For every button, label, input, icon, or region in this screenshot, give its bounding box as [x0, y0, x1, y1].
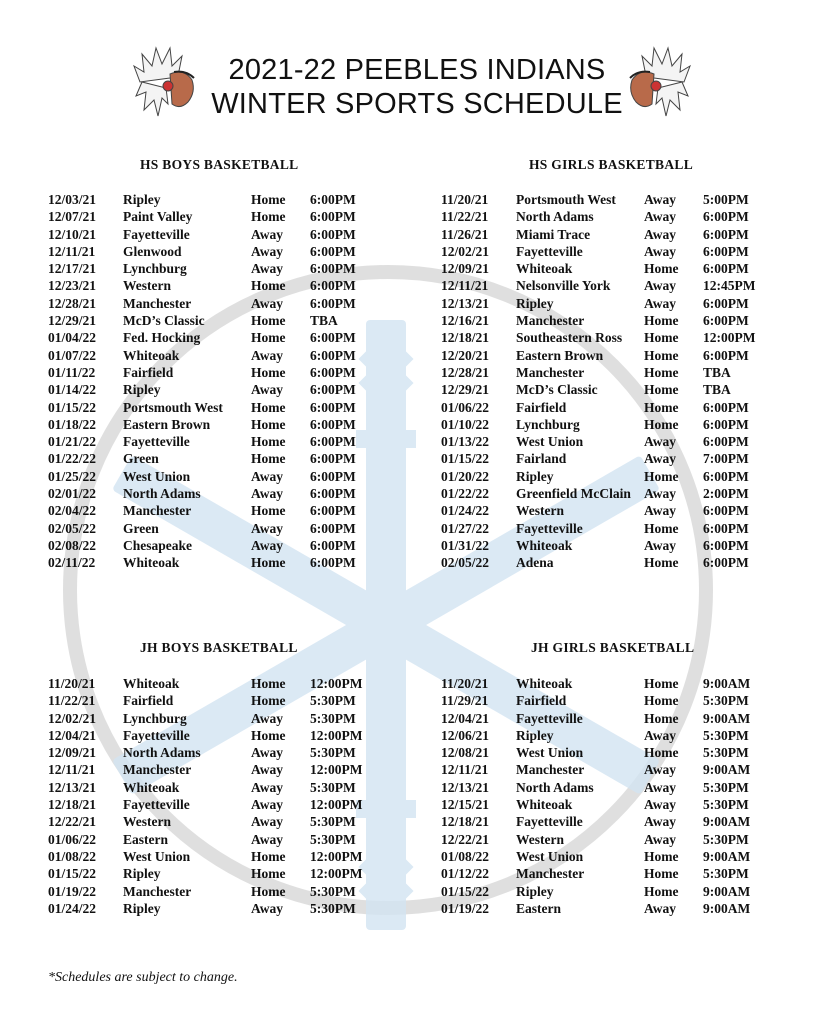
game-time: 5:30PM	[703, 779, 749, 795]
game-date: 01/06/22	[48, 831, 97, 847]
game-date: 12/15/21	[441, 797, 490, 813]
game-location: Home	[644, 261, 679, 277]
game-date: 12/02/21	[48, 710, 97, 726]
game-time: 6:00PM	[703, 520, 749, 536]
game-time: 6:00PM	[310, 434, 356, 450]
game-opponent: Manchester	[123, 503, 192, 519]
game-opponent: Fayetteville	[516, 710, 583, 726]
game-opponent: West Union	[516, 434, 584, 450]
game-date: 01/22/22	[48, 451, 97, 467]
game-date: 12/22/21	[48, 814, 97, 830]
game-location: Away	[644, 192, 676, 207]
game-time: 5:30PM	[703, 866, 749, 882]
game-time: 5:30PM	[310, 814, 356, 830]
game-date: 12/02/21	[441, 243, 490, 259]
game-time: 6:00PM	[310, 330, 356, 346]
game-opponent: Ripley	[516, 468, 554, 484]
game-time: 6:00PM	[310, 486, 356, 502]
game-location: Away	[644, 831, 676, 847]
game-opponent: Fairland	[516, 451, 567, 467]
game-opponent: Whiteoak	[123, 555, 180, 571]
game-opponent: Fayetteville	[516, 243, 583, 259]
game-time: 6:00PM	[703, 295, 749, 311]
game-location: Home	[251, 503, 286, 519]
game-time: 6:00PM	[310, 382, 356, 398]
game-time: 6:00PM	[310, 451, 356, 467]
game-opponent: Paint Valley	[123, 209, 193, 225]
page-title-line1: 2021-22 PEEBLES INDIANS	[228, 54, 606, 86]
game-location: Away	[644, 243, 676, 259]
game-opponent: Fairfield	[516, 399, 567, 415]
game-time: 9:00AM	[703, 900, 751, 916]
game-date: 11/20/21	[441, 676, 489, 691]
game-date: 01/08/22	[441, 848, 490, 864]
game-location: Away	[644, 900, 676, 916]
game-opponent: Whiteoak	[516, 261, 573, 277]
game-opponent: Western	[516, 503, 564, 519]
game-location: Home	[644, 555, 679, 571]
game-opponent: Manchester	[516, 762, 585, 778]
game-opponent: North Adams	[516, 779, 594, 795]
game-date: 02/08/22	[48, 537, 97, 553]
game-location: Away	[644, 727, 676, 743]
game-location: Home	[644, 710, 679, 726]
game-date: 12/07/21	[48, 209, 97, 225]
game-opponent: Ripley	[516, 883, 554, 899]
game-time: 9:00AM	[703, 710, 751, 726]
game-location: Away	[251, 762, 283, 778]
game-date: 12/16/21	[441, 313, 490, 329]
game-time: 5:30PM	[310, 745, 356, 761]
game-opponent: Fayetteville	[123, 226, 190, 242]
jh-girls-heading: JH GIRLS BASKETBALL	[531, 640, 695, 655]
game-opponent: Manchester	[516, 313, 585, 329]
game-date: 12/18/21	[441, 814, 490, 830]
game-location: Home	[644, 468, 679, 484]
game-opponent: Portsmouth West	[123, 399, 223, 415]
game-opponent: Fayetteville	[123, 727, 190, 743]
game-opponent: West Union	[516, 745, 584, 761]
game-date: 11/20/21	[441, 192, 489, 207]
game-opponent: Manchester	[123, 762, 192, 778]
game-time: 5:30PM	[310, 710, 356, 726]
game-date: 01/15/22	[441, 451, 490, 467]
game-opponent: McD’s Classic	[123, 313, 205, 329]
game-date: 01/21/22	[48, 434, 97, 450]
game-date: 12/17/21	[48, 261, 97, 277]
game-opponent: Fed. Hocking	[123, 330, 201, 346]
game-location: Away	[644, 797, 676, 813]
game-opponent: Lynchburg	[123, 261, 187, 277]
game-date: 01/08/22	[48, 848, 97, 864]
game-date: 12/13/21	[48, 779, 97, 795]
game-time: 9:00AM	[703, 676, 751, 691]
game-date: 12/29/21	[441, 382, 490, 398]
game-time: 6:00PM	[310, 347, 356, 363]
game-opponent: Ripley	[516, 727, 554, 743]
game-opponent: Western	[123, 278, 171, 294]
game-date: 01/07/22	[48, 347, 97, 363]
game-date: 01/15/22	[48, 866, 97, 882]
game-location: Away	[251, 261, 283, 277]
game-date: 12/23/21	[48, 278, 97, 294]
game-time: 5:30PM	[703, 727, 749, 743]
game-date: 12/11/21	[441, 278, 489, 294]
game-opponent: Whiteoak	[123, 676, 180, 691]
game-location: Home	[644, 883, 679, 899]
game-opponent: Ripley	[123, 866, 161, 882]
game-location: Home	[251, 330, 286, 346]
game-opponent: West Union	[516, 848, 584, 864]
game-date: 01/20/22	[441, 468, 490, 484]
page-title-line2: WINTER SPORTS SCHEDULE	[211, 88, 623, 120]
game-time: 6:00PM	[703, 555, 749, 571]
game-location: Home	[644, 330, 679, 346]
game-time: 6:00PM	[703, 313, 749, 329]
game-date: 12/09/21	[48, 745, 97, 761]
game-time: 5:00PM	[703, 192, 749, 207]
game-location: Away	[644, 537, 676, 553]
game-date: 02/05/22	[441, 555, 490, 571]
game-location: Home	[644, 520, 679, 536]
game-location: Home	[251, 676, 286, 691]
game-date: 11/26/21	[441, 226, 489, 242]
game-location: Away	[251, 486, 283, 502]
game-date: 01/18/22	[48, 416, 97, 432]
game-date: 12/13/21	[441, 779, 490, 795]
game-time: 12:00PM	[310, 866, 363, 882]
game-time: 6:00PM	[703, 537, 749, 553]
footnote: *Schedules are subject to change.	[48, 970, 238, 985]
game-opponent: Whiteoak	[516, 537, 573, 553]
game-time: 6:00PM	[310, 209, 356, 225]
game-time: 6:00PM	[703, 468, 749, 484]
game-date: 01/31/22	[441, 537, 490, 553]
game-opponent: Miami Trace	[516, 226, 591, 242]
game-time: 6:00PM	[310, 261, 356, 277]
game-location: Away	[644, 814, 676, 830]
game-opponent: Fayetteville	[123, 797, 190, 813]
game-opponent: Eastern Brown	[123, 416, 211, 432]
game-time: 12:00PM	[703, 330, 756, 346]
game-opponent: Chesapeake	[123, 537, 193, 553]
game-location: Away	[251, 814, 283, 830]
game-date: 01/27/22	[441, 520, 490, 536]
game-date: 12/28/21	[48, 295, 97, 311]
game-time: 6:00PM	[310, 468, 356, 484]
game-location: Away	[644, 226, 676, 242]
game-opponent: Whiteoak	[516, 676, 573, 691]
game-date: 12/18/21	[48, 797, 97, 813]
game-location: Away	[644, 278, 676, 294]
game-opponent: Ripley	[123, 382, 161, 398]
game-location: Away	[251, 537, 283, 553]
game-opponent: Ripley	[516, 295, 554, 311]
game-location: Away	[644, 486, 676, 502]
game-location: Away	[251, 226, 283, 242]
game-opponent: Adena	[516, 555, 554, 571]
hs-boys-heading: HS BOYS BASKETBALL	[140, 157, 299, 172]
game-time: TBA	[310, 313, 338, 329]
game-opponent: Lynchburg	[123, 710, 187, 726]
game-date: 01/15/22	[48, 399, 97, 415]
game-date: 12/18/21	[441, 330, 490, 346]
game-date: 01/24/22	[441, 503, 490, 519]
game-time: 9:00AM	[703, 814, 751, 830]
game-opponent: Fairfield	[516, 693, 567, 709]
game-date: 01/11/22	[48, 364, 96, 380]
game-location: Home	[644, 676, 679, 691]
game-location: Home	[644, 848, 679, 864]
game-time: 12:00PM	[310, 762, 363, 778]
game-date: 01/15/22	[441, 883, 490, 899]
game-time: 6:00PM	[703, 226, 749, 242]
game-location: Home	[251, 451, 286, 467]
game-opponent: Fairfield	[123, 364, 174, 380]
game-date: 01/19/22	[441, 900, 490, 916]
game-location: Home	[644, 313, 679, 329]
game-time: 12:00PM	[310, 727, 363, 743]
game-date: 01/12/22	[441, 866, 490, 882]
game-location: Away	[644, 779, 676, 795]
game-opponent: Ripley	[123, 900, 161, 916]
game-location: Home	[251, 866, 286, 882]
game-opponent: West Union	[123, 468, 191, 484]
game-time: 6:00PM	[703, 503, 749, 519]
game-time: 7:00PM	[703, 451, 749, 467]
game-date: 01/04/22	[48, 330, 97, 346]
game-date: 12/22/21	[441, 831, 490, 847]
game-opponent: Western	[516, 831, 564, 847]
game-date: 12/11/21	[48, 243, 96, 259]
game-time: 6:00PM	[310, 295, 356, 311]
game-opponent: Eastern Brown	[516, 347, 604, 363]
game-location: Away	[251, 347, 283, 363]
game-time: 6:00PM	[310, 555, 356, 571]
game-opponent: Fayetteville	[123, 434, 190, 450]
game-opponent: Manchester	[123, 883, 192, 899]
game-time: 6:00PM	[310, 520, 356, 536]
game-time: TBA	[703, 364, 731, 380]
game-opponent: Fayetteville	[516, 814, 583, 830]
game-time: 6:00PM	[310, 416, 356, 432]
game-time: 5:30PM	[703, 831, 749, 847]
game-date: 02/04/22	[48, 503, 97, 519]
game-date: 12/28/21	[441, 364, 490, 380]
game-time: 5:30PM	[703, 745, 749, 761]
game-opponent: Manchester	[123, 295, 192, 311]
game-opponent: Southeastern Ross	[516, 330, 623, 346]
game-opponent: Lynchburg	[516, 416, 580, 432]
game-location: Away	[644, 434, 676, 450]
game-opponent: Green	[123, 451, 159, 467]
game-date: 12/04/21	[441, 710, 490, 726]
game-time: 6:00PM	[703, 399, 749, 415]
game-time: TBA	[703, 382, 731, 398]
game-location: Home	[251, 434, 286, 450]
game-date: 12/10/21	[48, 226, 97, 242]
game-location: Away	[644, 209, 676, 225]
game-time: 2:00PM	[703, 486, 749, 502]
game-location: Away	[251, 779, 283, 795]
game-opponent: North Adams	[516, 209, 594, 225]
game-location: Home	[251, 313, 286, 329]
game-location: Home	[251, 555, 286, 571]
game-opponent: North Adams	[123, 745, 201, 761]
game-location: Away	[251, 382, 283, 398]
game-time: 6:00PM	[310, 537, 356, 553]
game-date: 11/29/21	[441, 693, 489, 709]
game-location: Away	[251, 468, 283, 484]
game-time: 6:00PM	[310, 278, 356, 294]
game-location: Away	[251, 745, 283, 761]
game-time: 6:00PM	[703, 243, 749, 259]
game-location: Away	[644, 503, 676, 519]
game-location: Home	[251, 883, 286, 899]
game-location: Home	[644, 347, 679, 363]
game-time: 6:00PM	[310, 192, 356, 207]
game-location: Away	[251, 900, 283, 916]
game-time: 5:30PM	[703, 797, 749, 813]
game-date: 01/06/22	[441, 399, 490, 415]
game-date: 11/22/21	[48, 693, 96, 709]
game-location: Away	[644, 295, 676, 311]
game-date: 01/22/22	[441, 486, 490, 502]
game-time: 5:30PM	[310, 693, 356, 709]
game-date: 11/20/21	[48, 676, 96, 691]
game-time: 6:00PM	[703, 416, 749, 432]
game-time: 9:00AM	[703, 848, 751, 864]
game-location: Home	[644, 399, 679, 415]
game-date: 12/09/21	[441, 261, 490, 277]
game-date: 02/11/22	[48, 555, 96, 571]
game-time: 5:30PM	[310, 883, 356, 899]
game-opponent: Manchester	[516, 364, 585, 380]
game-time: 6:00PM	[703, 434, 749, 450]
game-opponent: Manchester	[516, 866, 585, 882]
game-location: Home	[644, 382, 679, 398]
game-date: 01/14/22	[48, 382, 97, 398]
game-opponent: Nelsonville York	[516, 278, 611, 294]
game-time: 5:30PM	[310, 831, 356, 847]
game-date: 12/04/21	[48, 727, 97, 743]
game-opponent: Eastern	[516, 900, 561, 916]
game-date: 12/08/21	[441, 745, 490, 761]
game-opponent: West Union	[123, 848, 191, 864]
game-opponent: Portsmouth West	[516, 192, 616, 207]
game-opponent: Eastern	[123, 831, 168, 847]
game-opponent: Green	[123, 520, 159, 536]
game-location: Home	[251, 209, 286, 225]
game-location: Away	[644, 451, 676, 467]
game-time: 5:30PM	[310, 779, 356, 795]
game-location: Home	[644, 693, 679, 709]
game-location: Home	[644, 866, 679, 882]
game-opponent: Fairfield	[123, 693, 174, 709]
game-date: 02/05/22	[48, 520, 97, 536]
game-date: 12/20/21	[441, 347, 490, 363]
game-location: Home	[644, 745, 679, 761]
game-location: Away	[251, 797, 283, 813]
game-location: Home	[251, 693, 286, 709]
game-location: Home	[251, 364, 286, 380]
game-opponent: Fayetteville	[516, 520, 583, 536]
game-location: Home	[251, 278, 286, 294]
game-date: 02/01/22	[48, 486, 97, 502]
game-location: Home	[644, 416, 679, 432]
game-location: Away	[251, 831, 283, 847]
game-location: Home	[644, 364, 679, 380]
game-date: 01/25/22	[48, 468, 97, 484]
hs-girls-heading: HS GIRLS BASKETBALL	[529, 157, 694, 172]
game-time: 12:00PM	[310, 848, 363, 864]
game-location: Home	[251, 848, 286, 864]
game-time: 9:00AM	[703, 883, 751, 899]
game-opponent: Ripley	[123, 192, 161, 207]
game-date: 01/19/22	[48, 883, 97, 899]
game-time: 6:00PM	[703, 209, 749, 225]
game-location: Home	[251, 399, 286, 415]
game-date: 12/11/21	[48, 762, 96, 778]
game-opponent: Glenwood	[123, 243, 182, 259]
game-time: 6:00PM	[310, 364, 356, 380]
game-time: 6:00PM	[310, 226, 356, 242]
game-date: 12/13/21	[441, 295, 490, 311]
game-date: 01/24/22	[48, 900, 97, 916]
game-location: Away	[251, 295, 283, 311]
game-time: 9:00AM	[703, 762, 751, 778]
game-opponent: Whiteoak	[123, 779, 180, 795]
game-opponent: Whiteoak	[516, 797, 573, 813]
game-location: Away	[251, 710, 283, 726]
jh-boys-heading: JH BOYS BASKETBALL	[140, 640, 298, 655]
game-opponent: Greenfield McClain	[516, 486, 631, 502]
game-date: 12/29/21	[48, 313, 97, 329]
game-location: Away	[251, 243, 283, 259]
game-time: 12:00PM	[310, 676, 363, 691]
game-time: 6:00PM	[703, 347, 749, 363]
game-date: 01/13/22	[441, 434, 490, 450]
game-opponent: McD’s Classic	[516, 382, 598, 398]
game-date: 12/11/21	[441, 762, 489, 778]
game-location: Away	[251, 520, 283, 536]
game-location: Home	[251, 416, 286, 432]
game-time: 12:00PM	[310, 797, 363, 813]
game-location: Home	[251, 727, 286, 743]
game-date: 01/10/22	[441, 416, 490, 432]
game-opponent: North Adams	[123, 486, 201, 502]
game-time: 5:30PM	[310, 900, 356, 916]
game-time: 6:00PM	[310, 399, 356, 415]
game-time: 12:45PM	[703, 278, 756, 294]
game-opponent: Whiteoak	[123, 347, 180, 363]
game-date: 12/03/21	[48, 192, 97, 207]
game-date: 11/22/21	[441, 209, 489, 225]
game-time: 5:30PM	[703, 693, 749, 709]
game-time: 6:00PM	[310, 503, 356, 519]
game-location: Away	[644, 762, 676, 778]
game-time: 6:00PM	[310, 243, 356, 259]
game-location: Home	[251, 192, 286, 207]
game-time: 6:00PM	[703, 261, 749, 277]
game-opponent: Western	[123, 814, 171, 830]
game-date: 12/06/21	[441, 727, 490, 743]
